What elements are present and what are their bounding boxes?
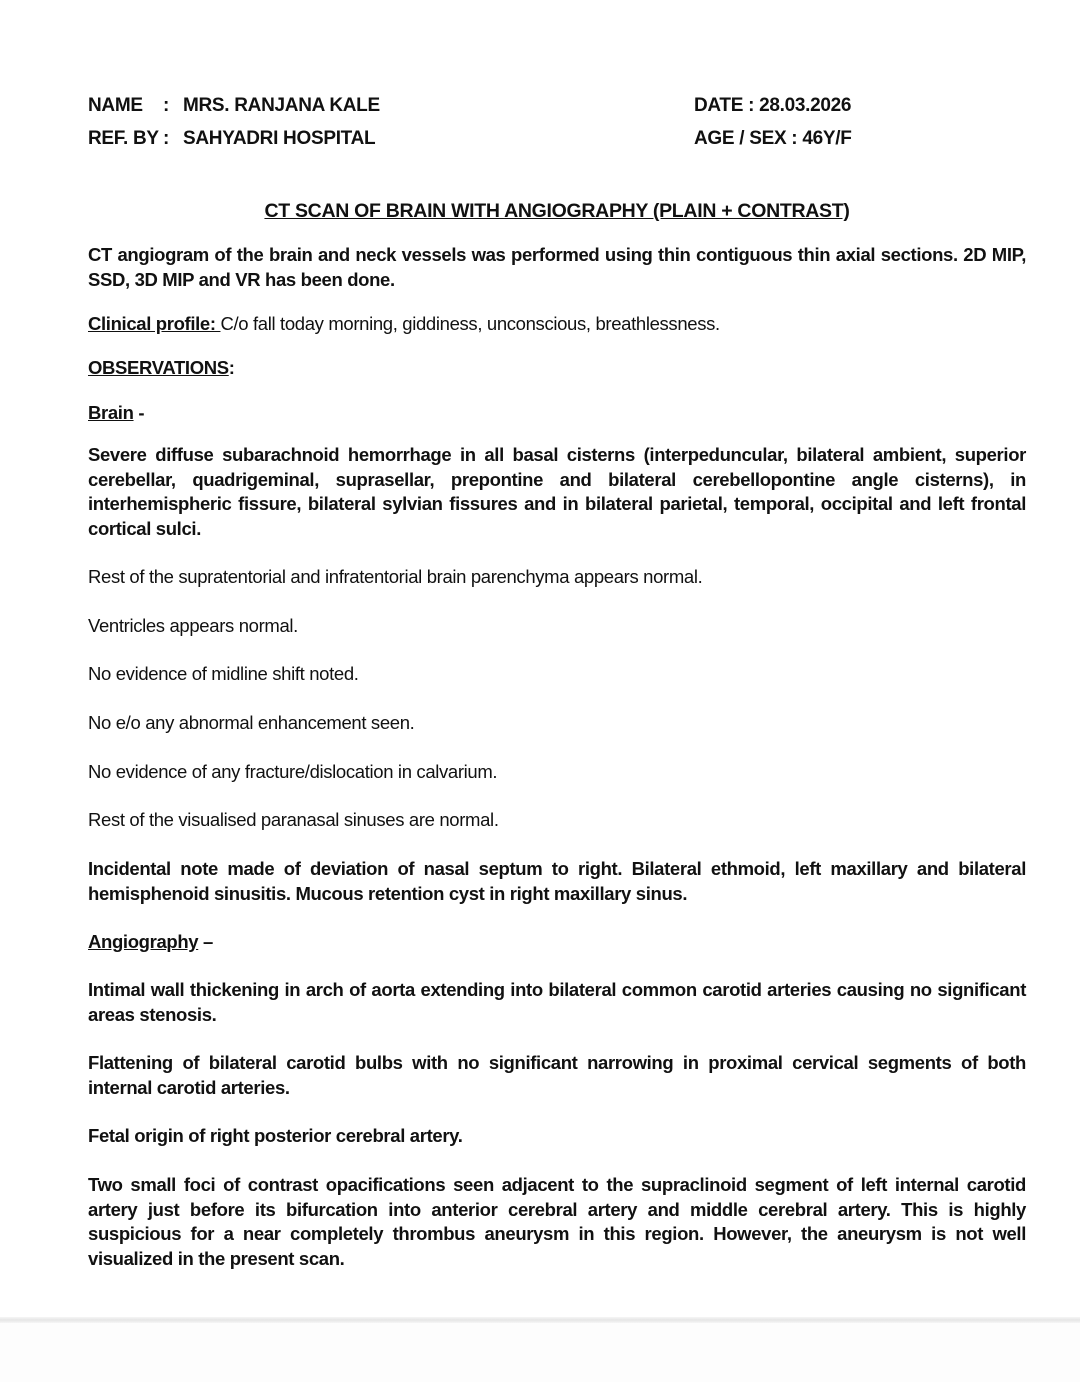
brain-finding: No e/o any abnormal enhancement seen.	[88, 712, 415, 733]
brain-finding: No evidence of any fracture/dislocation in calvarium.	[88, 761, 498, 782]
report-date: 28.03.2026	[759, 95, 852, 116]
brain-finding: No evidence of midline shift noted.	[88, 663, 359, 684]
observations-heading	[88, 356, 1026, 381]
observations-colon: :	[228, 357, 235, 378]
brain-heading-text: Brain	[88, 402, 134, 423]
clinical-profile-label: Clinical profile:	[88, 313, 221, 334]
angiography-heading	[88, 930, 1026, 955]
age-sex-value: 46Y/F	[802, 128, 852, 149]
observations-heading-text: OBSERVATIONS	[88, 357, 229, 378]
angiography-finding: Flattening of bilateral carotid bulbs with no significant narrowing in proximal cervical segments of both internal carotid arteries.	[88, 1052, 1026, 1098]
age-sex-label: AGE / SEX :	[694, 128, 803, 149]
angiography-heading-text: Angiography	[88, 931, 199, 952]
referred-by-row	[88, 128, 375, 150]
angiography-finding: Intimal wall thickening in arch of aorta extending into bilateral common carotid arteries causing no significant areas stenosis.	[88, 979, 1026, 1025]
age-sex-row	[694, 128, 852, 150]
name-label: NAME	[88, 95, 143, 116]
report-title: CT SCAN OF BRAIN WITH ANGIOGRAPHY (PLAIN + CONTRAST)	[264, 200, 850, 222]
brain-heading	[88, 401, 1026, 426]
referring-hospital: SAHYADRI HOSPITAL	[182, 128, 376, 149]
date-label: DATE :	[694, 95, 760, 116]
brain-finding: Rest of the visualised paranasal sinuses are normal.	[88, 809, 499, 830]
ref-label: REF. BY	[88, 128, 159, 149]
date-row	[694, 95, 851, 117]
intro-paragraph: CT angiogram of the brain and neck vessels was performed using thin contiguous thin axial sections. 2D MIP, SSD, 3D MIP and VR has been done.	[88, 244, 1026, 290]
patient-name-row	[88, 95, 380, 117]
brain-heading-suffix: -	[133, 402, 145, 423]
brain-finding: Incidental note made of deviation of nasal septum to right. Bilateral ethmoid, left maxillary and bilateral hemisphenoid sinusitis. Mucous retention cyst in right maxillary sinus.	[88, 858, 1026, 904]
patient-name: MRS. RANJANA KALE	[182, 95, 380, 116]
angiography-finding: Fetal origin of right posterior cerebral artery.	[88, 1125, 463, 1146]
angiography-finding: Two small foci of contrast opacifications seen adjacent to the supraclinoid segment of left internal carotid artery just before its bifurcation into anterior cerebral artery and middle cerebral artery. This is highly suspicious for a near completely thrombus aneurysm in this region. However, the aneurysm is not well visualized in the present scan.	[88, 1174, 1026, 1269]
ref-separator: :	[163, 128, 170, 149]
brain-finding: Rest of the supratentorial and infratentorial brain parenchyma appears normal.	[88, 566, 703, 587]
clinical-profile	[88, 312, 1026, 337]
page-gap	[0, 1323, 1080, 1382]
clinical-profile-text: C/o fall today morning, giddiness, unconscious, breathlessness.	[220, 313, 720, 334]
brain-finding: Severe diffuse subarachnoid hemorrhage in all basal cisterns (interpeduncular, bilateral ambient, superior cerebellar, quadrigeminal, suprasellar, prepontine and bilateral cerebellopontine angle cisterns), in interhemispheric fissure, bilateral sylvian fissures and in bilateral parietal, temporal, occipital and left frontal cortical sulci.	[88, 444, 1026, 539]
angiography-heading-suffix: –	[198, 931, 213, 952]
brain-finding: Ventricles appears normal.	[88, 615, 298, 636]
name-separator: :	[163, 95, 170, 116]
